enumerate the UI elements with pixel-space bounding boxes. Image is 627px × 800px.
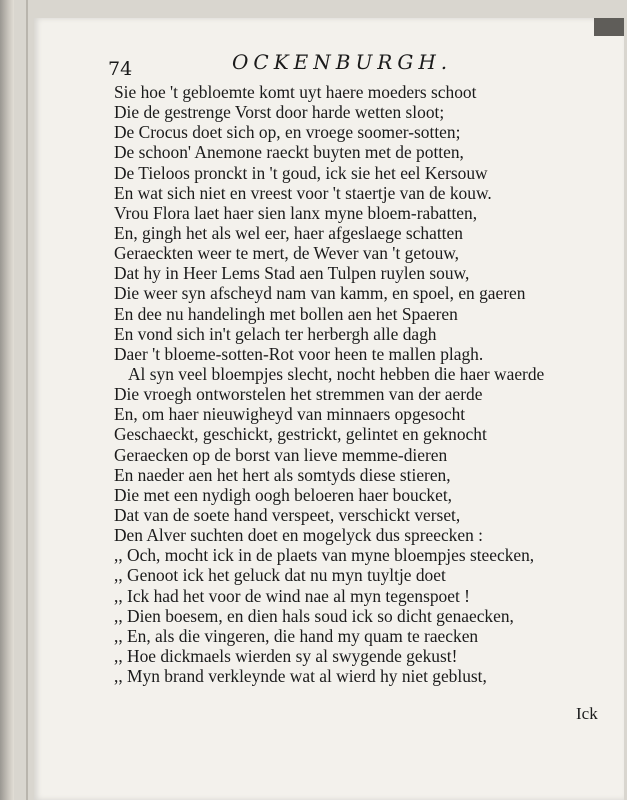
poem-line: Den Alver suchten doet en mogelyck dus spreecken : — [114, 525, 483, 546]
dark-corner — [594, 18, 624, 36]
poem-line: En naeder aen het hert als somtyds diese stieren, — [114, 464, 451, 485]
page-number: 74 — [108, 58, 133, 80]
poem-text — [114, 82, 584, 686]
poem-line: Die met een nydigh oogh beloeren haer boucket, — [114, 484, 453, 505]
poem-line: En vond sich in't gelach ter herbergh alle dagh — [114, 323, 437, 344]
poem-line: De Crocus doet sich op, en vroege soomer-sotten; — [114, 122, 461, 143]
poem-line: Dat hy in Heer Lems Stad aen Tulpen ruylen souw, — [114, 263, 470, 284]
poem-line: Geraeckten weer te mert, de Wever van 't getouw, — [114, 243, 460, 264]
poem-line: Sie hoe 't gebloemte komt uyt haere moeders schoot — [114, 82, 477, 102]
poem-line: En, om haer nieuwigheyd van minnaers opgesocht — [114, 404, 466, 425]
poem-line: ,, En, als die vingeren, die hand my quam te raecken — [114, 625, 479, 646]
poem-line: En, gingh het als wel eer, haer afgeslaege schatten — [114, 222, 463, 243]
catchword: Ick — [576, 704, 598, 723]
poem-line: Die weer syn afscheyd nam van kamm, en spoel, en gaeren — [114, 283, 526, 304]
poem-line: ,, Ick had het voor de wind nae al myn tegenspoet ! — [114, 585, 470, 606]
poem-line: De Tieloos pronckt in 't goud, ick sie het eel Kersouw — [114, 162, 488, 183]
poem-line: Die vroegh ontworstelen het stremmen van der aerde — [114, 384, 483, 405]
poem-line: Vrou Flora laet haer sien lanx myne bloem-rabatten, — [114, 202, 478, 223]
poem-line: En wat sich niet en vreest voor 't staertje van de kouw. — [114, 182, 492, 203]
poem-line: ,, Och, mocht ick in de plaets van myne bloempjes steecken, — [114, 545, 535, 566]
poem-line: Daer 't bloeme-sotten-Rot voor heen te mallen plagh. — [114, 343, 484, 364]
poem-line: Dat van de soete hand verspeet, verschickt verset, — [114, 504, 461, 525]
poem-line: ,, Dien boesem, en dien hals soud ick so dicht genaecken, — [114, 605, 514, 626]
book-spine — [0, 0, 14, 800]
running-head: OCKENBURGH. — [232, 50, 453, 74]
poem-line: Geschaeckt, geschickt, gestrickt, gelintet en geknocht — [114, 424, 487, 445]
poem-line: ,, Myn brand verkleynde wat al wierd hy niet geblust, — [114, 666, 487, 687]
poem-line: Die de gestrenge Vorst door harde wetten sloot; — [114, 102, 445, 123]
poem-line: En dee nu handelingh met bollen aen het Spaeren — [114, 303, 458, 324]
poem-line: Geraecken op de borst van lieve memme-dieren — [114, 444, 448, 465]
poem-line: ,, Genoot ick het geluck dat nu myn tuyltje doet — [114, 565, 446, 586]
poem-line: ,, Hoe dickmaels wierden sy al swygende gekust! — [114, 645, 458, 666]
poem-line: Al syn veel bloempjes slecht, nocht hebben die haer waerde — [128, 363, 545, 384]
page-edge-line — [26, 0, 28, 800]
poem-line: De schoon' Anemone raeckt buyten met de potten, — [114, 142, 464, 163]
